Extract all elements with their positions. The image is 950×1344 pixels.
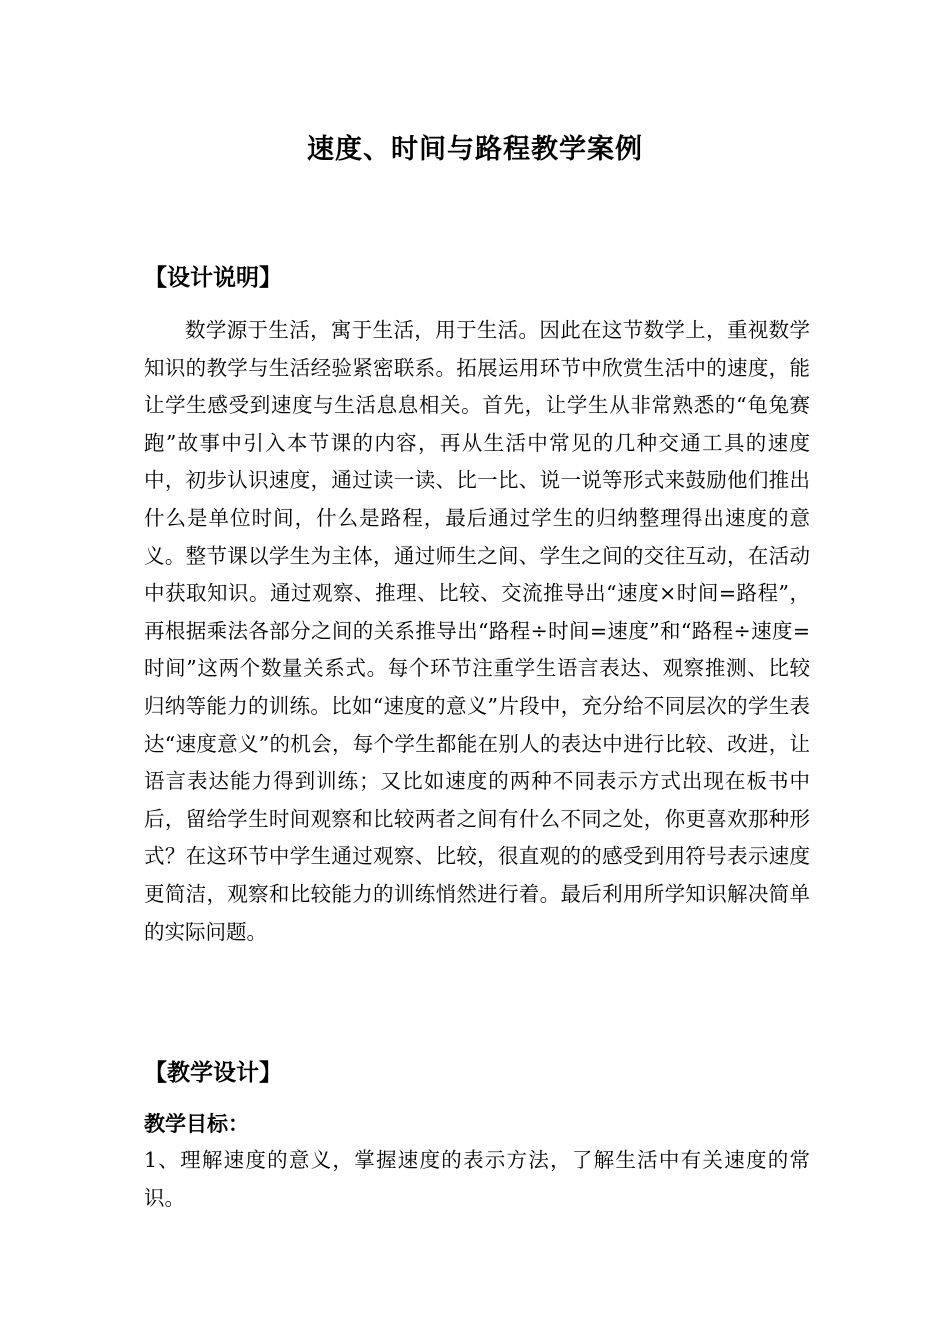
teaching-design-heading: 【教学设计】 [144, 1059, 282, 1086]
document-title: 速度、时间与路程教学案例 [307, 134, 643, 165]
teaching-objective-item: 1、理解速度的意义，掌握速度的表示方法，了解生活中有关速度的常识。 [144, 1148, 810, 1210]
teaching-objectives-label: 教学目标： [144, 1111, 249, 1136]
design-notes-paragraph: 数学源于生活，寓于生活，用于生活。因此在这节数学上，重视数学知识的教学与生活经验紧密联系。拓展运用环节中欣赏生活中的速度，能让学生感受到速度与生活息息相关。首先，让学生从非常熟悉的“龟兔赛跑”故事中引入本节课的内容，再从生活中常见的几种交通工具的速度中，初步认识速度，通过读一读、比一比、说一说等形式来鼓励他们推出什么是单位时间，什么是路程，最后通过学生的归纳整理得出速度的意义。整节课以学生为主体，通过师生之间、学生之间的交往互动，在活动中获取知识。通过观察、推理、比较、交流推导出“速度×时间=路程”，再根据乘法各部分之间的关系推导出“路程÷时间=速度”和“路程÷速度=时间”这两个数量关系式。每个环节注重学生语言表达、观察推测、比较归纳等能力的训练。比如“速度的意义”片段中，充分给不同层次的学生表达“速度意义”的机会，每个学生都能在别人的表达中进行比较、改进，让语言表达能力得到训练；又比如速度的两种不同表示方式出现在板书中后，留给学生时间观察和比较两者之间有什么不同之处，你更喜欢那种形式？在这环节中学生通过观察、比较，很直观的的感受到用符号表示速度更简洁，观察和比较能力的训练悄然进行着。最后利用所学知识解决简单的实际问题。 [144, 318, 810, 944]
design-notes-heading: 【设计说明】 [144, 264, 282, 291]
